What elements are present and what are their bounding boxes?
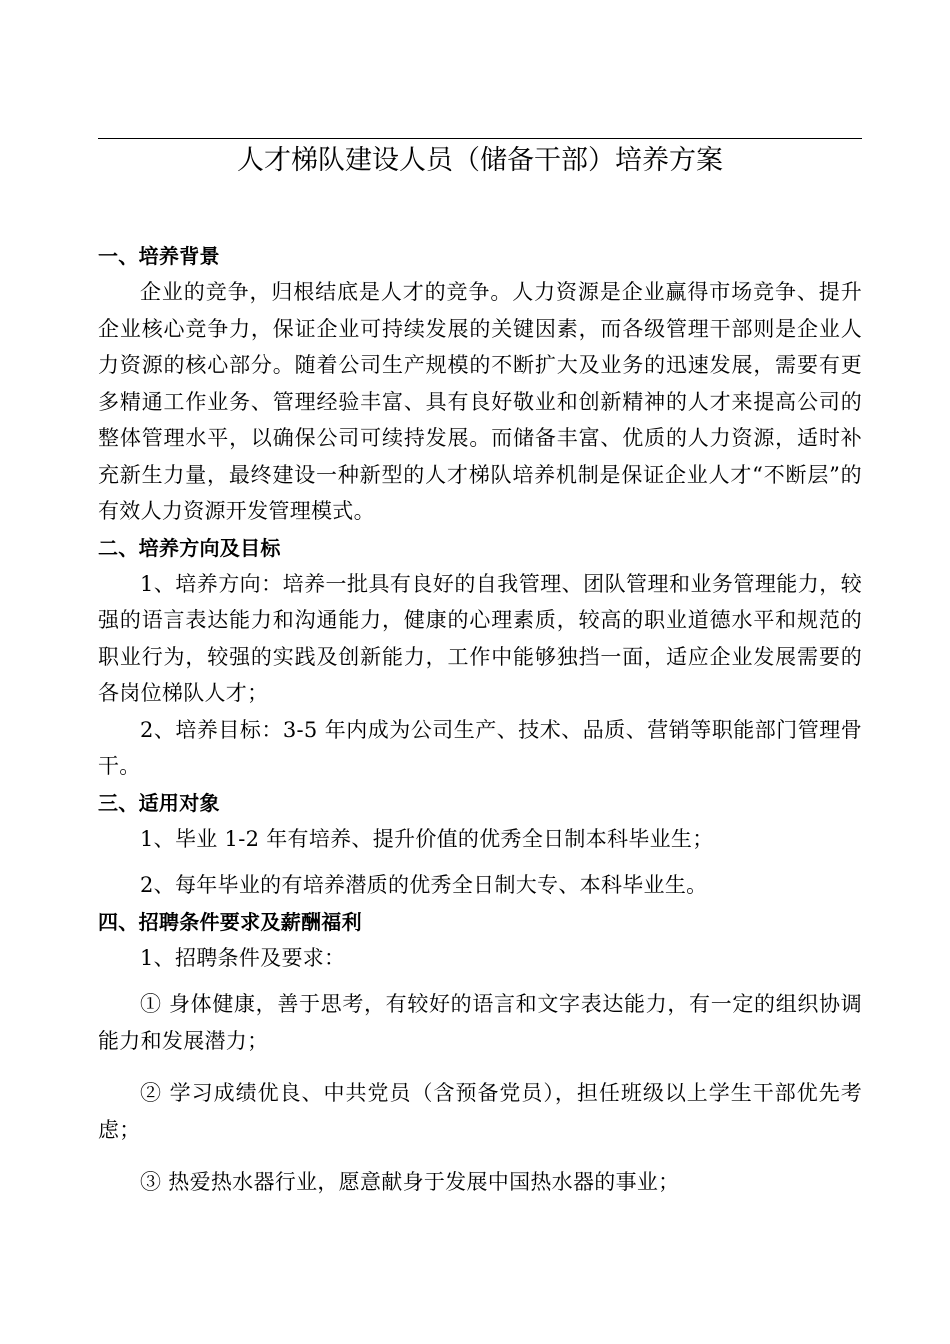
requirement-item-1: ① 身体健康，善于思考，有较好的语言和文字表达能力，有一定的组织协调能力和发展潜力； (98, 992, 862, 1053)
section-heading-direction-goals: 二、培养方向及目标 (98, 535, 281, 560)
section-heading-background: 一、培养背景 (98, 244, 220, 268)
audience-item-1: 1、毕业 1-2 年有培养、提升价值的优秀全日制本科毕业生； (140, 826, 714, 851)
section-heading-recruitment: 四、招聘条件要求及薪酬福利 (98, 909, 362, 934)
requirement-item-2: ② 学习成绩优良、中共党员（含预备党员），担任班级以上学生干部优先考虑； (98, 1081, 862, 1142)
goal-paragraph: 2、培养目标：3-5 年内成为公司生产、技术、品质、营销等职能部门管理骨干。 (98, 717, 862, 778)
direction-paragraph: 1、培养方向：培养一批具有良好的自我管理、团队管理和业务管理能力，较强的语言表达能力和沟通能力，健康的心理素质，较高的职业道德水平和规范的职业行为，较强的实践及创新能力，工作中能够独挡一面，适应企业发展需要的各岗位梯队人才； (98, 571, 862, 705)
requirements-intro: 1、招聘条件及要求： (140, 945, 346, 970)
background-paragraph: 企业的竞争，归根结底是人才的竞争。人力资源是企业赢得市场竞争、提升企业核心竞争力，保证企业可持续发展的关键因素，而各级管理干部则是企业人力资源的核心部分。随着公司生产规模的不断扩大及业务的迅速发展，需要有更多精通工作业务、管理经验丰富、具有良好敬业和创新精神的人才来提高公司的整体管理水平，以确保公司可续持发展。而储备丰富、优质的人力资源，适时补充新生力量，最终建设一种新型的人才梯队培养机制是保证企业人才“不断层”的有效人力资源开发管理模式。 (98, 280, 862, 523)
header-rule (98, 138, 862, 139)
audience-item-2: 2、每年毕业的有培养潜质的优秀全日制大专、本科毕业生。 (140, 873, 708, 897)
requirement-item-3: ③ 热爱热水器行业，愿意献身于发展中国热水器的事业； (140, 1170, 680, 1194)
document-body (98, 238, 862, 1201)
document-title: 人才梯队建设人员（储备干部）培养方案 (237, 145, 723, 176)
section-heading-target-audience: 三、适用对象 (98, 790, 220, 815)
